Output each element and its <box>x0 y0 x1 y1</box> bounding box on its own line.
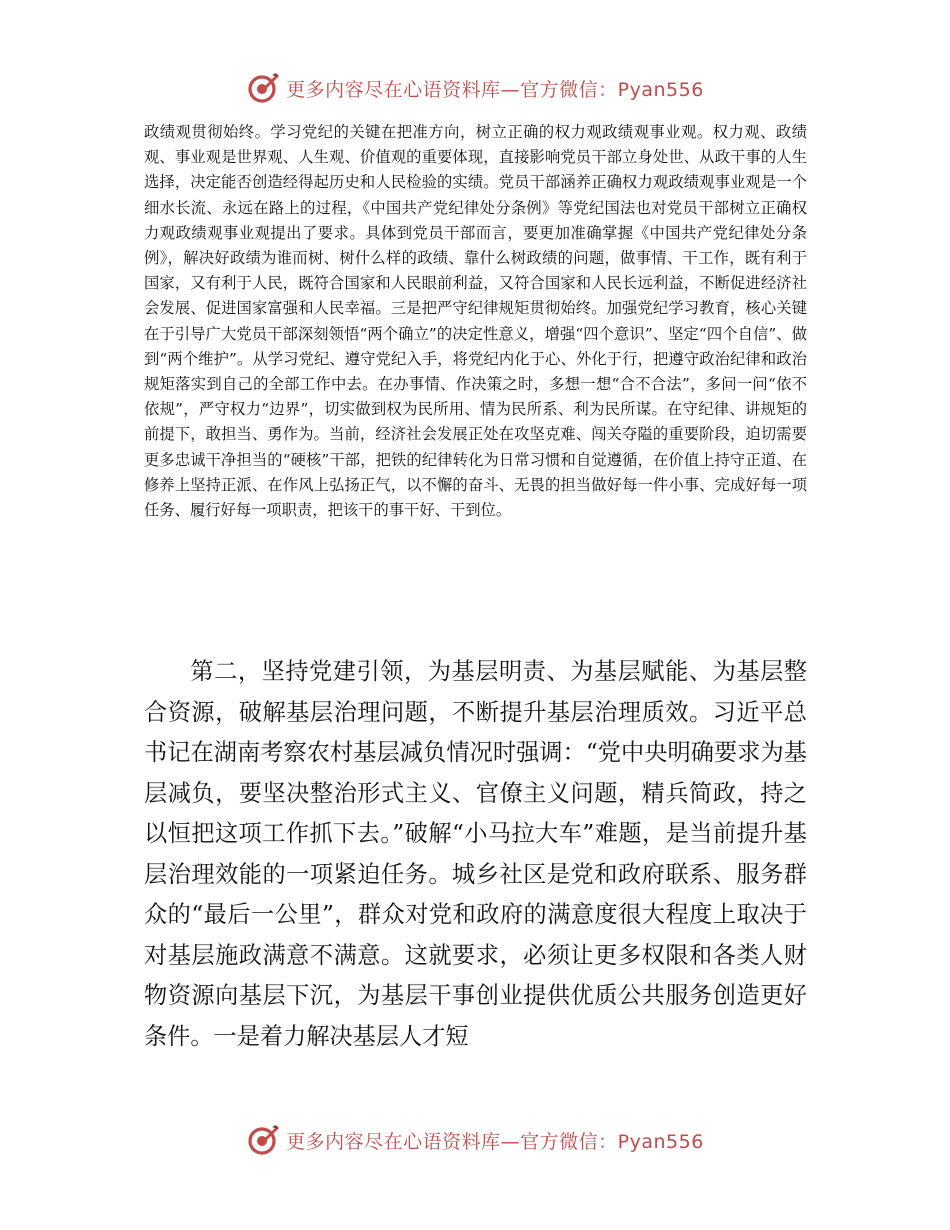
feather-pen-circle-icon <box>246 71 280 105</box>
body-paragraph-section-two: 第二，坚持党建引领，为基层明责、为基层赋能、为基层整合资源，破解基层治理问题，不断提升基层治理质效。习近平总书记在湖南考察农村基层减负情况时强调：“党中央明确要求为基层减负，要坚决整治形式主义、官僚主义问题，精兵简政，持之以恒把这项工作抓下去。”破解“小马拉大车”难题，是当前提升基层治理效能的一项紧迫任务。城乡社区是党和政府联系、服务群众的“最后一公里”，群众对党和政府的满意度很大程度上取决于对基层施政满意不满意。这就要求，必须让更多权限和各类人财物资源向基层下沉，为基层干事创业提供优质公共服务创造更好条件。一是着力解决基层人才短 <box>144 658 807 1050</box>
body-paragraph-continued: 政绩观贯彻始终。学习党纪的关键在把准方向，树立正确的权力观政绩观事业观。权力观、政绩观、事业观是世界观、人生观、价值观的重要体现，直接影响党员干部立身处世、从政干事的人生选择，决定能否创造经得起历史和人民检验的实绩。党员干部涵养正确权力观政绩观事业观是一个细水长流、永远在路上的过程，《中国共产党纪律处分条例》等党纪国法也对党员干部树立正确权力观政绩观事业观提出了要求。具体到党员干部而言，要更加准确掌握《中国共产党纪律处分条例》，解决好政绩为谁而树、树什么样的政绩、靠什么树政绩的问题，做事情、干工作，既有利于国家，又有利于人民，既符合国家和人民眼前利益，又符合国家和人民长远利益，不断促进经济社会发展、促进国家富强和人民幸福。三是把严守纪律规矩贯彻始终。加强党纪学习教育，核心关键在于引导广大党员干部深刻领悟“两个确立”的决定性意义，增强“四个意识”、坚定“四个自信”、做到“两个维护”。从学习党纪、遵守党纪入手，将党纪内化于心、外化于行，把遵守政治纪律和政治规矩落实到自己的全部工作中去。在办事情、作决策之时，多想一想“合不合法”，多问一问“依不依规”，严守权力“边界”，切实做到权为民所用、情为民所系、利为民所谋。在守纪律、讲规矩的前提下，敢担当、勇作为。当前，经济社会发展正处在攻坚克难、闯关夺隘的重要阶段，迫切需要更多忠诚干净担当的“硬核”干部，把铁的纪律转化为日常习惯和自觉遵循，在价值上持守正道、在修养上坚持正派、在作风上弘扬正气，以不懈的奋斗、无畏的担当做好每一件小事、完成好每一项任务、履行好每一项职责，把该干的事干好、干到位。 <box>144 123 807 520</box>
footer-banner-text: 更多内容尽在心语资料库—官方微信：Pyan556 <box>286 1130 704 1153</box>
header-watermark <box>0 68 950 108</box>
feather-pen-circle-icon <box>246 1123 280 1157</box>
footer-watermark <box>0 1120 950 1160</box>
header-banner-text: 更多内容尽在心语资料库—官方微信：Pyan556 <box>286 78 704 101</box>
